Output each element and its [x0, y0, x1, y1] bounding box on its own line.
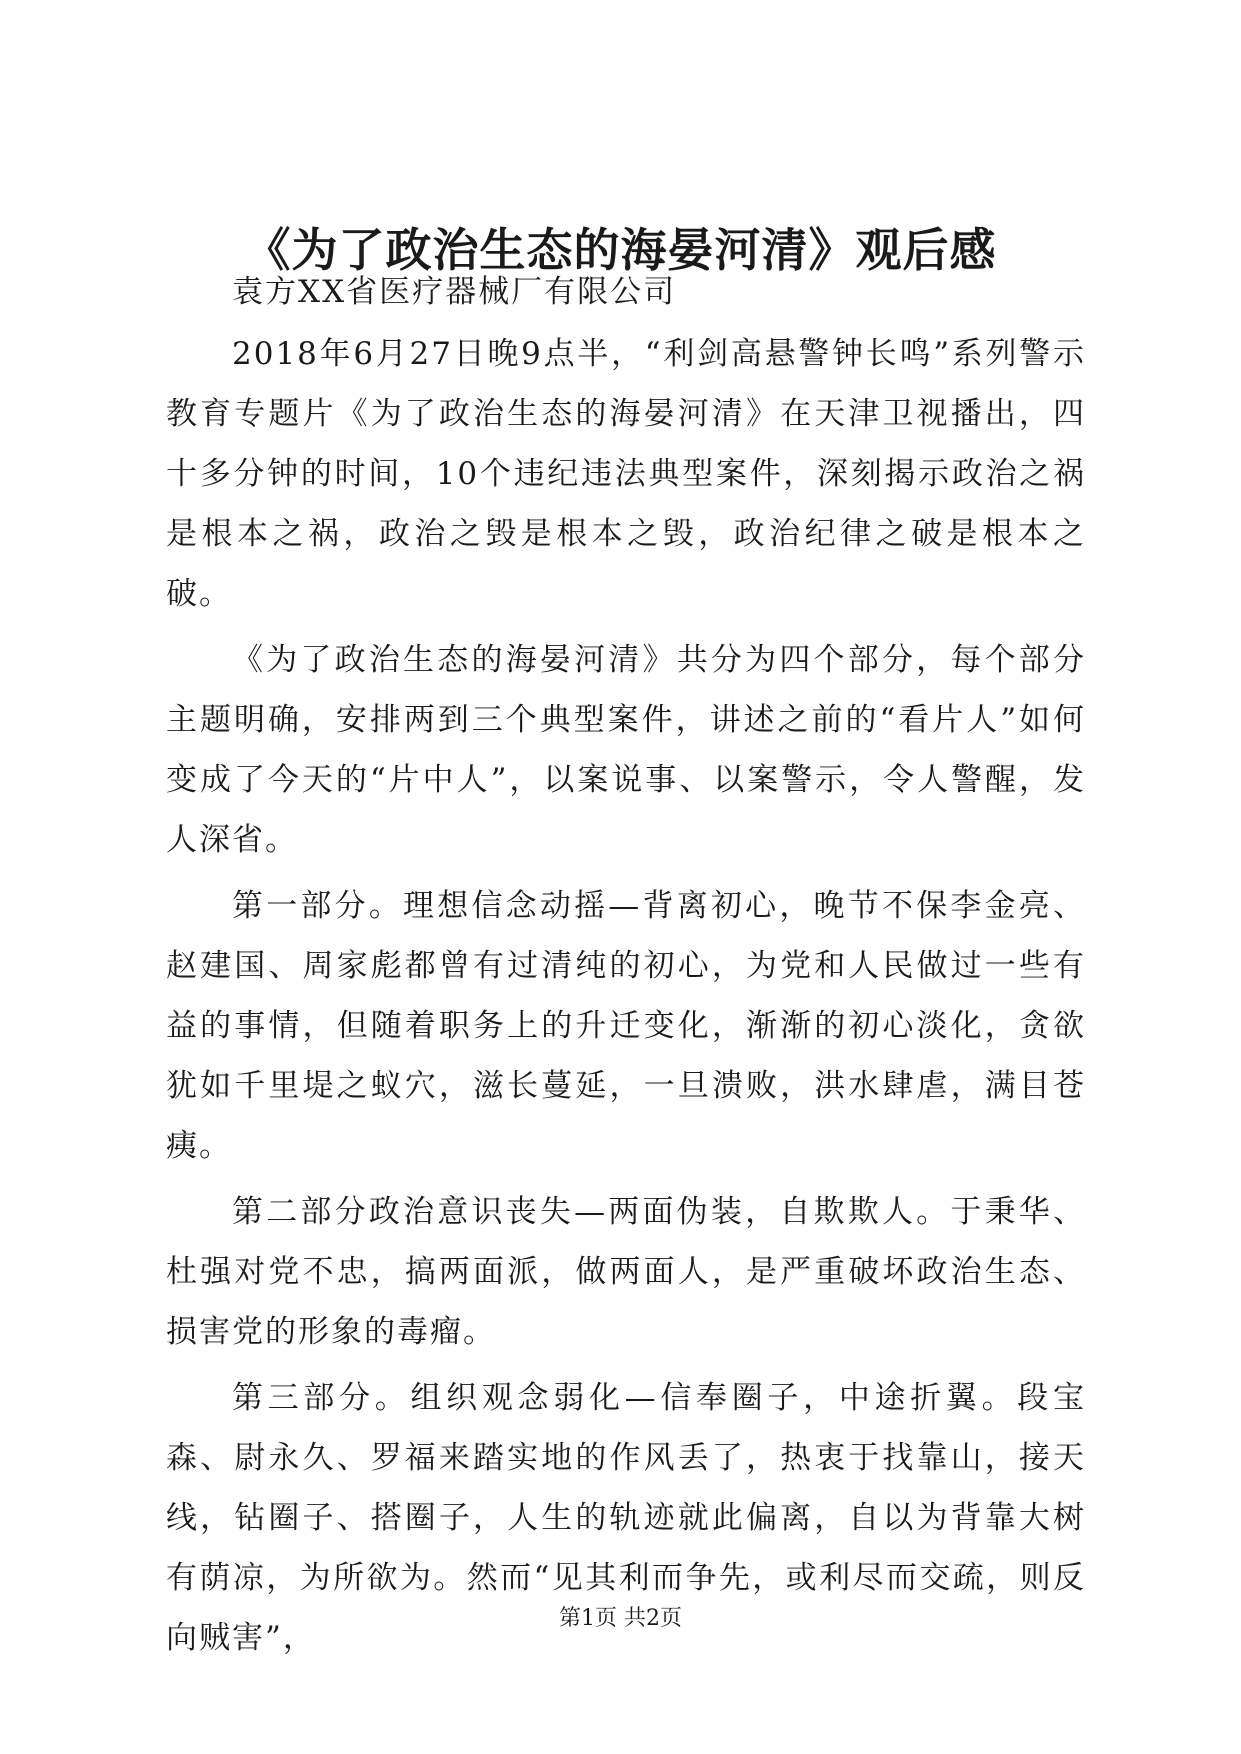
paragraph-4: 第二部分政治意识丧失—两面伪装，自欺欺人。于秉华、杜强对党不忠，搞两面派，做两面人，是严重破坏政治生态、损害党的形象的毒瘤。 — [166, 1194, 1086, 1350]
paragraph-1: 2018年6月27日晚9点半，“利剑高悬警钟长鸣”系列警示教育专题片《为了政治生态的海晏河清》在天津卫视播出，四十多分钟的时间，10个违纪违法典型案件，深刻揭示政治之祸是根本之祸，政治之毁是根本之毁，政治纪律之破是根本之破。 — [166, 336, 1086, 612]
paragraph-3: 第一部分。理想信念动摇—背离初心，晚节不保李金亮、赵建国、周家彪都曾有过清纯的初心，为党和人民做过一些有益的事情，但随着职务上的升迁变化，渐渐的初心淡化，贪欲犹如千里堤之蚁穴，滋长蔓延，一旦溃败，洪水肆虐，满目苍痍。 — [166, 888, 1086, 1164]
paragraph-2: 《为了政治生态的海晏河清》共分为四个部分，每个部分主题明确，安排两到三个典型案件，讲述之前的“看片人”如何变成了今天的“片中人”，以案说事、以案警示，令人警醒，发人深省。 — [166, 642, 1086, 858]
document-body — [166, 262, 1086, 1668]
paragraph-5: 第三部分。组织观念弱化—信奉圈子，中途折翼。段宝森、尉永久、罗福来踏实地的作风丢了，热衷于找靠山，接天线，钻圈子、搭圈子，人生的轨迹就此偏离，自以为背靠大树有荫凉，为所欲为。然而“见其利而争先，或利尽而交疏，则反向贼害”， — [166, 1380, 1086, 1656]
page-number-footer: 第1页 共2页 — [559, 1606, 682, 1631]
document-title: 《为了政治生态的海晏河清》观后感 — [244, 223, 997, 277]
author-line: 袁方XX省医疗器械厂有限公司 — [232, 274, 677, 310]
